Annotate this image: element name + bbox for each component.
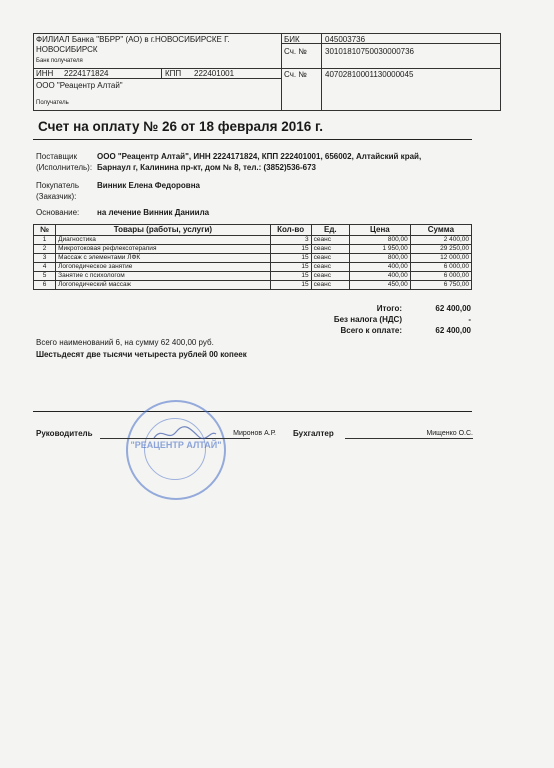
table-row — [34, 281, 472, 290]
row-num: 4 — [34, 263, 56, 272]
bank-name-line1: ФИЛИАЛ Банка "ВБРР" (АО) в г.НОВОСИБИРСКЕ Г. — [36, 35, 230, 44]
recipient-bank-label: Банк получателя — [36, 58, 83, 64]
vat-label: Без налога (НДС) — [333, 315, 402, 324]
row-goods: Занятие с психологом — [56, 272, 270, 281]
row-num: 1 — [34, 236, 56, 245]
kpp-label: КПП — [165, 69, 182, 78]
row-num: 3 — [34, 254, 56, 263]
row-goods: Логопедическое занятие — [56, 263, 270, 272]
table-row — [34, 272, 472, 281]
row-unit: сеанс — [311, 236, 349, 245]
row-qty: 3 — [270, 236, 311, 245]
header-num: № — [34, 225, 56, 236]
row-price: 400,00 — [349, 272, 410, 281]
header-goods: Товары (работы, услуги) — [56, 225, 270, 236]
table-row — [34, 263, 472, 272]
corr-account-value: 30101810750030000736 — [325, 47, 414, 56]
grand-total-label: Всего к оплате: — [340, 326, 402, 335]
bik-value: 045003736 — [325, 35, 366, 44]
accountant-signature-line — [345, 438, 473, 439]
row-goods: Микротоковая рефлексотерапия — [56, 245, 270, 254]
row-goods: Массаж с элементами ЛФК — [56, 254, 270, 263]
items-count-line: Всего наименований 6, на сумму 62 400,00 руб. — [36, 338, 214, 347]
row-price: 1 950,00 — [349, 245, 410, 254]
row-sum: 29 250,00 — [410, 245, 471, 254]
inn-label: ИНН — [36, 69, 54, 78]
account-label: Сч. № — [284, 70, 307, 79]
recipient-label: Получатель — [36, 100, 69, 106]
row-qty: 15 — [270, 272, 311, 281]
buyer-sublabel: (Заказчик): — [36, 192, 77, 201]
basis-value: на лечение Винник Даниила — [97, 208, 210, 217]
summary-divider — [33, 411, 472, 412]
bank-details-block — [33, 33, 501, 111]
accountant-name: Мищенко О.С. — [426, 430, 473, 437]
grand-total-value: 62 400,00 — [435, 326, 471, 335]
row-sum: 6 750,00 — [410, 281, 471, 290]
buyer-label: Покупатель — [36, 181, 79, 190]
account-value: 40702810001130000045 — [325, 70, 414, 79]
buyer-value: Винник Елена Федоровна — [97, 181, 200, 190]
head-label: Руководитель — [36, 429, 93, 438]
vat-value: - — [468, 315, 471, 324]
row-sum: 2 400,00 — [410, 236, 471, 245]
supplier-label: Поставщик — [36, 152, 78, 161]
row-num: 2 — [34, 245, 56, 254]
row-price: 800,00 — [349, 254, 410, 263]
row-sum: 6 000,00 — [410, 263, 471, 272]
header-unit: Ед. — [311, 225, 349, 236]
header-sum: Сумма — [410, 225, 471, 236]
table-header-row — [34, 225, 472, 236]
table-row — [34, 236, 472, 245]
row-unit: сеанс — [311, 263, 349, 272]
row-unit: сеанс — [311, 281, 349, 290]
head-name: Миронов А.Р. — [233, 430, 276, 437]
invoice-title: Счет на оплату № 26 от 18 февраля 2016 г. — [38, 119, 324, 134]
bik-label: БИК — [284, 35, 300, 44]
total-value: 62 400,00 — [435, 304, 471, 313]
row-num: 5 — [34, 272, 56, 281]
row-price: 450,00 — [349, 281, 410, 290]
inn-value: 2224171824 — [64, 69, 109, 78]
supplier-line1: ООО "Реацентр Алтай", ИНН 2224171824, КПП 222401001, 656002, Алтайский край, — [97, 152, 422, 161]
row-unit: сеанс — [311, 254, 349, 263]
basis-label: Основание: — [36, 208, 80, 217]
row-qty: 15 — [270, 254, 311, 263]
kpp-value: 222401001 — [194, 69, 235, 78]
header-qty: Кол-во — [270, 225, 311, 236]
supplier-sublabel: (Исполнитель): — [36, 163, 93, 172]
row-price: 800,00 — [349, 236, 410, 245]
row-qty: 15 — [270, 245, 311, 254]
row-unit: сеанс — [311, 272, 349, 281]
title-divider — [33, 139, 472, 140]
row-qty: 15 — [270, 281, 311, 290]
row-qty: 15 — [270, 263, 311, 272]
header-price: Цена — [349, 225, 410, 236]
corr-account-label: Сч. № — [284, 47, 307, 56]
row-goods: Логопедический массаж — [56, 281, 270, 290]
stamp-text: "РЕАЦЕНТР АЛТАЙ" — [130, 440, 222, 450]
bank-name-line2: НОВОСИБИРСК — [36, 45, 98, 54]
amount-in-words: Шестьдесят две тысячи четыреста рублей 00 копеек — [36, 350, 247, 359]
company-stamp — [126, 400, 226, 500]
table-row — [34, 254, 472, 263]
row-price: 400,00 — [349, 263, 410, 272]
total-label: Итого: — [376, 304, 402, 313]
row-sum: 12 000,00 — [410, 254, 471, 263]
goods-table — [33, 224, 472, 290]
supplier-line2: Барнаул г, Калинина пр-кт, дом № 8, тел.: (3852)536-673 — [97, 163, 316, 172]
row-unit: сеанс — [311, 245, 349, 254]
row-sum: 6 000,00 — [410, 272, 471, 281]
table-row — [34, 245, 472, 254]
row-goods: Диагностика — [56, 236, 270, 245]
row-num: 6 — [34, 281, 56, 290]
recipient-name: ООО "Реацентр Алтай" — [36, 81, 123, 90]
accountant-label: Бухгалтер — [293, 429, 334, 438]
